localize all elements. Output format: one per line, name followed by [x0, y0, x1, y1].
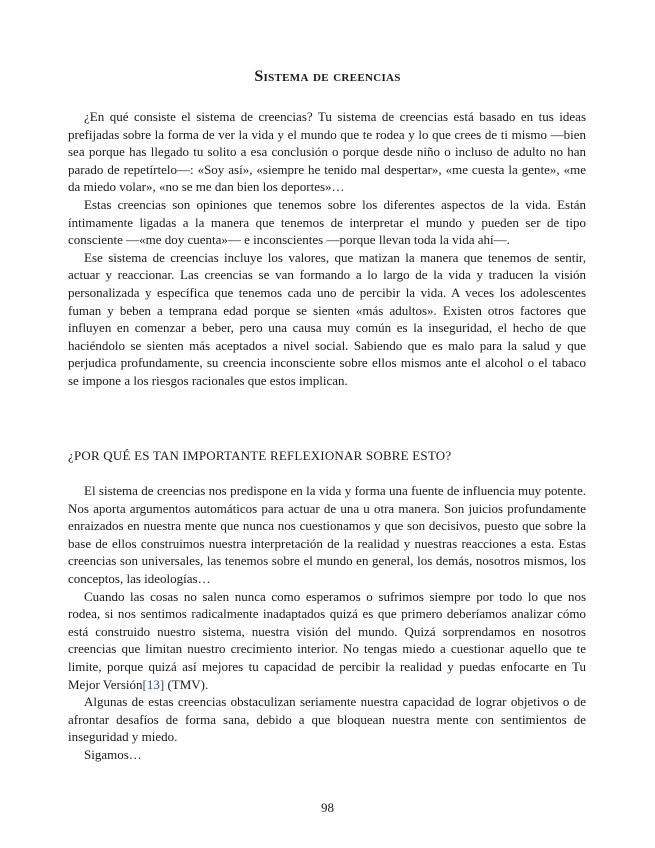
paragraph: ¿En qué consiste el sistema de creencias? Tu sistema de creencias está basado en tus ideas prefijadas sobre la forma de ver la vida y el mundo que te rodea y lo que crees de ti mismo —bien sea porque has llegado tu solito a esa conclusión o porque desde niño o incluso de adulto no han parado de repetírtelo—: «Soy así», «siempre he tenido mal despertar», «me cuesta la gente», «me da miedo volar», «no se me dan bien los deportes»… — [68, 109, 586, 195]
paragraph: Sigamos… — [84, 746, 142, 762]
paragraph: El sistema de creencias nos predispone en la vida y forma una fuente de influencia muy potente. Nos aporta argumentos automáticos para actuar de una u otra manera. Son juicios profundamente enraizados en nuestra mente que nunca nos cuestionamos y que son decisivos, puesto que sobre la base de ellos construimos nuestra interpretación de la realidad y nuestras reacciones a esta. Estas creencias son universales, las tenemos sobre el mundo en general, los demás, nosotros mismos, los conceptos, las ideologías… — [68, 483, 586, 586]
footnote-link[interactable]: [13] — [142, 676, 165, 692]
page-number: 98 — [321, 800, 334, 815]
paragraph: Algunas de estas creencias obstaculizan seriamente nuestra capacidad de lograr objetivos o de afrontar desafíos de forma sana, debido a que bloquean nuestra mente con sentimientos de inseguridad y miedo. — [68, 694, 586, 745]
chapter-title: Sistema de creencias — [254, 68, 401, 85]
paragraph: Estas creencias son opiniones que tenemos sobre los diferentes aspectos de la vida. Están íntimamente ligadas a la manera que tenemos de interpretar el mundo y pueden ser de tipo consciente —«me doy cuenta»— e inconscientes —porque llevan toda la vida ahí—. — [68, 196, 586, 248]
section-intro — [68, 108, 586, 390]
section-why — [68, 482, 586, 764]
paragraph: Ese sistema de creencias incluye los valores, que matizan la manera que tenemos de sentir, actuar y reaccionar. Las creencias se van formando a lo largo de la vida y traducen la visión personalizada y específica que tenemos cada uno de percibir la vida. A veces los adolescentes fuman y beben a temprana edad porque se sienten «más adultos». Existen otros factores que influyen en comenzar a beber, pero una causa muy común es la inseguridad, el hecho de que haciéndolo se sienten más aceptados a nivel social. Sabiendo que es malo para la salud y que perjudica profundamente, su creencia inconsciente sobre ellos mismos ante el alcohol o el tabaco se impone a los riesgos racionales que estos implican. — [68, 249, 586, 388]
paragraph — [68, 588, 586, 694]
paragraph-text: (TMV). — [164, 676, 209, 692]
section-heading: ¿POR QUÉ ES TAN IMPORTANTE REFLEXIONAR SOBRE ESTO? — [68, 448, 452, 463]
paragraph-text: Cuando las cosas no salen nunca como esperamos o sufrimos siempre por todo lo que nos rodea, si nos sentimos radicalmente inadaptados quizá es que primero deberíamos analizar cómo está construido nuestro sistema, nuestra visión del mundo. Quizá sorprendamos en nosotros creencias que limitan nuestro crecimiento interior. No tengas miedo a cuestionar aquello que te limite, porque quizá así mejores tu capacidad de percibir la realidad y puedas enfocarte en Tu Mejor Versión — [68, 588, 586, 692]
